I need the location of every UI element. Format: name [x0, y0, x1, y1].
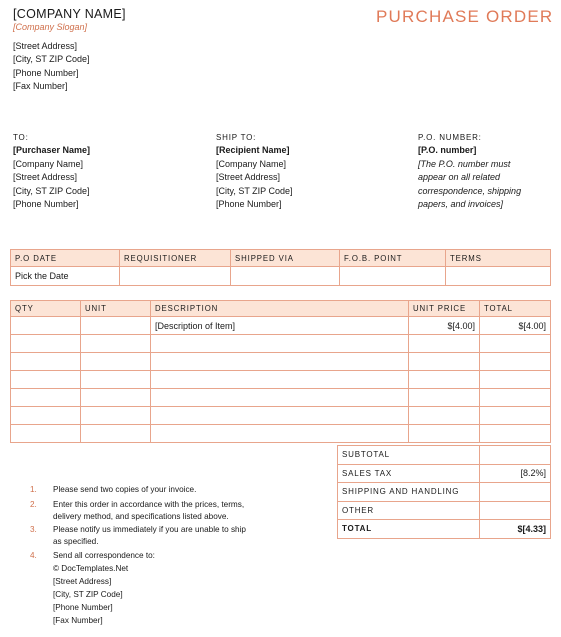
po-date-cell[interactable]: Pick the Date: [11, 267, 120, 286]
ship-to-line: [Phone Number]: [216, 199, 282, 210]
term-text: [Phone Number]: [53, 603, 113, 612]
qty-cell[interactable]: [11, 317, 81, 335]
table-row: [11, 317, 551, 335]
term-text: [Street Address]: [53, 577, 112, 586]
term-number: 2.: [30, 500, 37, 509]
shipping-label: SHIPPING AND HANDLING: [338, 483, 480, 502]
summary-table: [337, 445, 551, 539]
po-number-label: P.O. NUMBER:: [418, 133, 482, 142]
terms-cell[interactable]: [446, 267, 551, 286]
ship-to-line: [City, ST ZIP Code]: [216, 185, 293, 196]
subtotal-label: SUBTOTAL: [338, 446, 480, 465]
po-number-block: [418, 131, 521, 211]
recipient-name: [Recipient Name]: [216, 145, 290, 156]
col-header-description: DESCRIPTION: [151, 301, 409, 317]
unit-price-cell[interactable]: [409, 425, 480, 443]
table-row: [11, 353, 551, 371]
order-info-table: [10, 249, 551, 286]
other-label: OTHER: [338, 501, 480, 520]
unit-cell[interactable]: [81, 407, 151, 425]
purchaser-name: [Purchaser Name]: [13, 145, 91, 156]
unit-cell[interactable]: [81, 317, 151, 335]
other-value[interactable]: [480, 501, 551, 520]
description-cell[interactable]: [151, 335, 409, 353]
table-row: [11, 407, 551, 425]
to-label: TO:: [13, 133, 29, 142]
term-text: delivery method, and specifications listed above.: [53, 512, 229, 521]
company-address-line: [Street Address]: [13, 41, 78, 51]
ship-to-line: [Company Name]: [216, 158, 287, 169]
order-info-row: [11, 267, 551, 286]
term-text: Please send two copies of your invoice.: [53, 485, 197, 494]
line-total-cell[interactable]: [480, 353, 551, 371]
subtotal-value[interactable]: [480, 446, 551, 465]
qty-cell[interactable]: [11, 335, 81, 353]
po-number-note: papers, and invoices]: [418, 199, 504, 210]
table-row: [11, 389, 551, 407]
term-number: 1.: [30, 485, 37, 494]
qty-cell[interactable]: [11, 371, 81, 389]
company-slogan: [Company Slogan]: [13, 22, 88, 32]
sales-tax-value[interactable]: [8.2%]: [480, 464, 551, 483]
term-text: as specified.: [53, 537, 99, 546]
line-total-cell[interactable]: [480, 425, 551, 443]
description-cell[interactable]: [151, 371, 409, 389]
total-value[interactable]: $[4.33]: [480, 520, 551, 539]
unit-cell[interactable]: [81, 353, 151, 371]
unit-cell[interactable]: [81, 425, 151, 443]
unit-price-cell[interactable]: [409, 389, 480, 407]
fob-point-cell[interactable]: [340, 267, 446, 286]
term-text: © DocTemplates.Net: [53, 564, 129, 573]
line-total-cell[interactable]: [480, 407, 551, 425]
table-row: [11, 371, 551, 389]
items-header-row: [11, 301, 551, 317]
col-header-total: TOTAL: [480, 301, 551, 317]
term-text: Enter this order in accordance with the prices, terms,: [53, 500, 245, 509]
col-header-po-date: P.O DATE: [11, 250, 120, 267]
unit-price-cell[interactable]: $[4.00]: [409, 317, 480, 335]
company-address-line: [Phone Number]: [13, 67, 79, 78]
ship-to-line: [Street Address]: [216, 172, 281, 183]
subtotal-row: [338, 446, 551, 465]
to-block: [13, 131, 90, 211]
sales-tax-label: SALES TAX: [338, 464, 480, 483]
company-name: [COMPANY NAME]: [13, 7, 126, 21]
col-header-unit: UNIT: [81, 301, 151, 317]
qty-cell[interactable]: [11, 389, 81, 407]
term-text: Send all correspondence to:: [53, 551, 155, 560]
line-total-cell[interactable]: [480, 335, 551, 353]
unit-cell[interactable]: [81, 371, 151, 389]
qty-cell[interactable]: [11, 353, 81, 371]
description-cell[interactable]: [Description of Item]: [151, 317, 409, 335]
line-total-cell[interactable]: $[4.00]: [480, 317, 551, 335]
po-number-note: correspondence, shipping: [418, 185, 522, 196]
term-number: 4.: [30, 551, 37, 560]
company-address-line: [City, ST ZIP Code]: [13, 54, 90, 65]
order-info-header-row: [11, 250, 551, 267]
description-cell[interactable]: [151, 353, 409, 371]
company-address-line: [Fax Number]: [13, 81, 68, 92]
to-line: [City, ST ZIP Code]: [13, 185, 90, 196]
total-label: TOTAL: [338, 520, 480, 539]
description-cell[interactable]: [151, 425, 409, 443]
table-row: [11, 335, 551, 353]
ship-to-label: SHIP TO:: [216, 133, 257, 142]
line-total-cell[interactable]: [480, 371, 551, 389]
unit-cell[interactable]: [81, 335, 151, 353]
table-row: [11, 425, 551, 443]
shipped-via-cell[interactable]: [231, 267, 340, 286]
unit-price-cell[interactable]: [409, 407, 480, 425]
col-header-qty: QTY: [11, 301, 81, 317]
unit-price-cell[interactable]: [409, 371, 480, 389]
unit-cell[interactable]: [81, 389, 151, 407]
po-number-value: [P.O. number]: [418, 145, 477, 156]
ship-to-block: [216, 131, 293, 211]
total-row: [338, 520, 551, 539]
unit-price-cell[interactable]: [409, 353, 480, 371]
to-line: [Company Name]: [13, 158, 84, 169]
po-number-note: appear on all related: [418, 172, 501, 183]
term-text: [Fax Number]: [53, 616, 103, 625]
term-text: [City, ST ZIP Code]: [53, 590, 123, 599]
term-number: 3.: [30, 525, 37, 534]
qty-cell[interactable]: [11, 407, 81, 425]
col-header-shipped-via: SHIPPED VIA: [231, 250, 340, 267]
col-header-fob-point: F.O.B. POINT: [340, 250, 446, 267]
to-line: [Street Address]: [13, 172, 78, 183]
col-header-terms: TERMS: [446, 250, 551, 267]
terms-list: [30, 484, 310, 634]
description-cell[interactable]: [151, 389, 409, 407]
company-address: [13, 40, 90, 94]
qty-cell[interactable]: [11, 425, 81, 443]
col-header-requisitioner: REQUISITIONER: [120, 250, 231, 267]
po-number-note: [The P.O. number must: [418, 158, 511, 169]
shipping-row: [338, 483, 551, 502]
shipping-value[interactable]: [480, 483, 551, 502]
col-header-unit-price: UNIT PRICE: [409, 301, 480, 317]
items-table: [10, 300, 551, 443]
other-row: [338, 501, 551, 520]
to-line: [Phone Number]: [13, 199, 79, 210]
unit-price-cell[interactable]: [409, 335, 480, 353]
sales-tax-row: [338, 464, 551, 483]
term-text: Please notify us immediately if you are unable to ship: [53, 525, 246, 534]
requisitioner-cell[interactable]: [120, 267, 231, 286]
line-total-cell[interactable]: [480, 389, 551, 407]
description-cell[interactable]: [151, 407, 409, 425]
document-title: PURCHASE ORDER: [376, 7, 554, 26]
